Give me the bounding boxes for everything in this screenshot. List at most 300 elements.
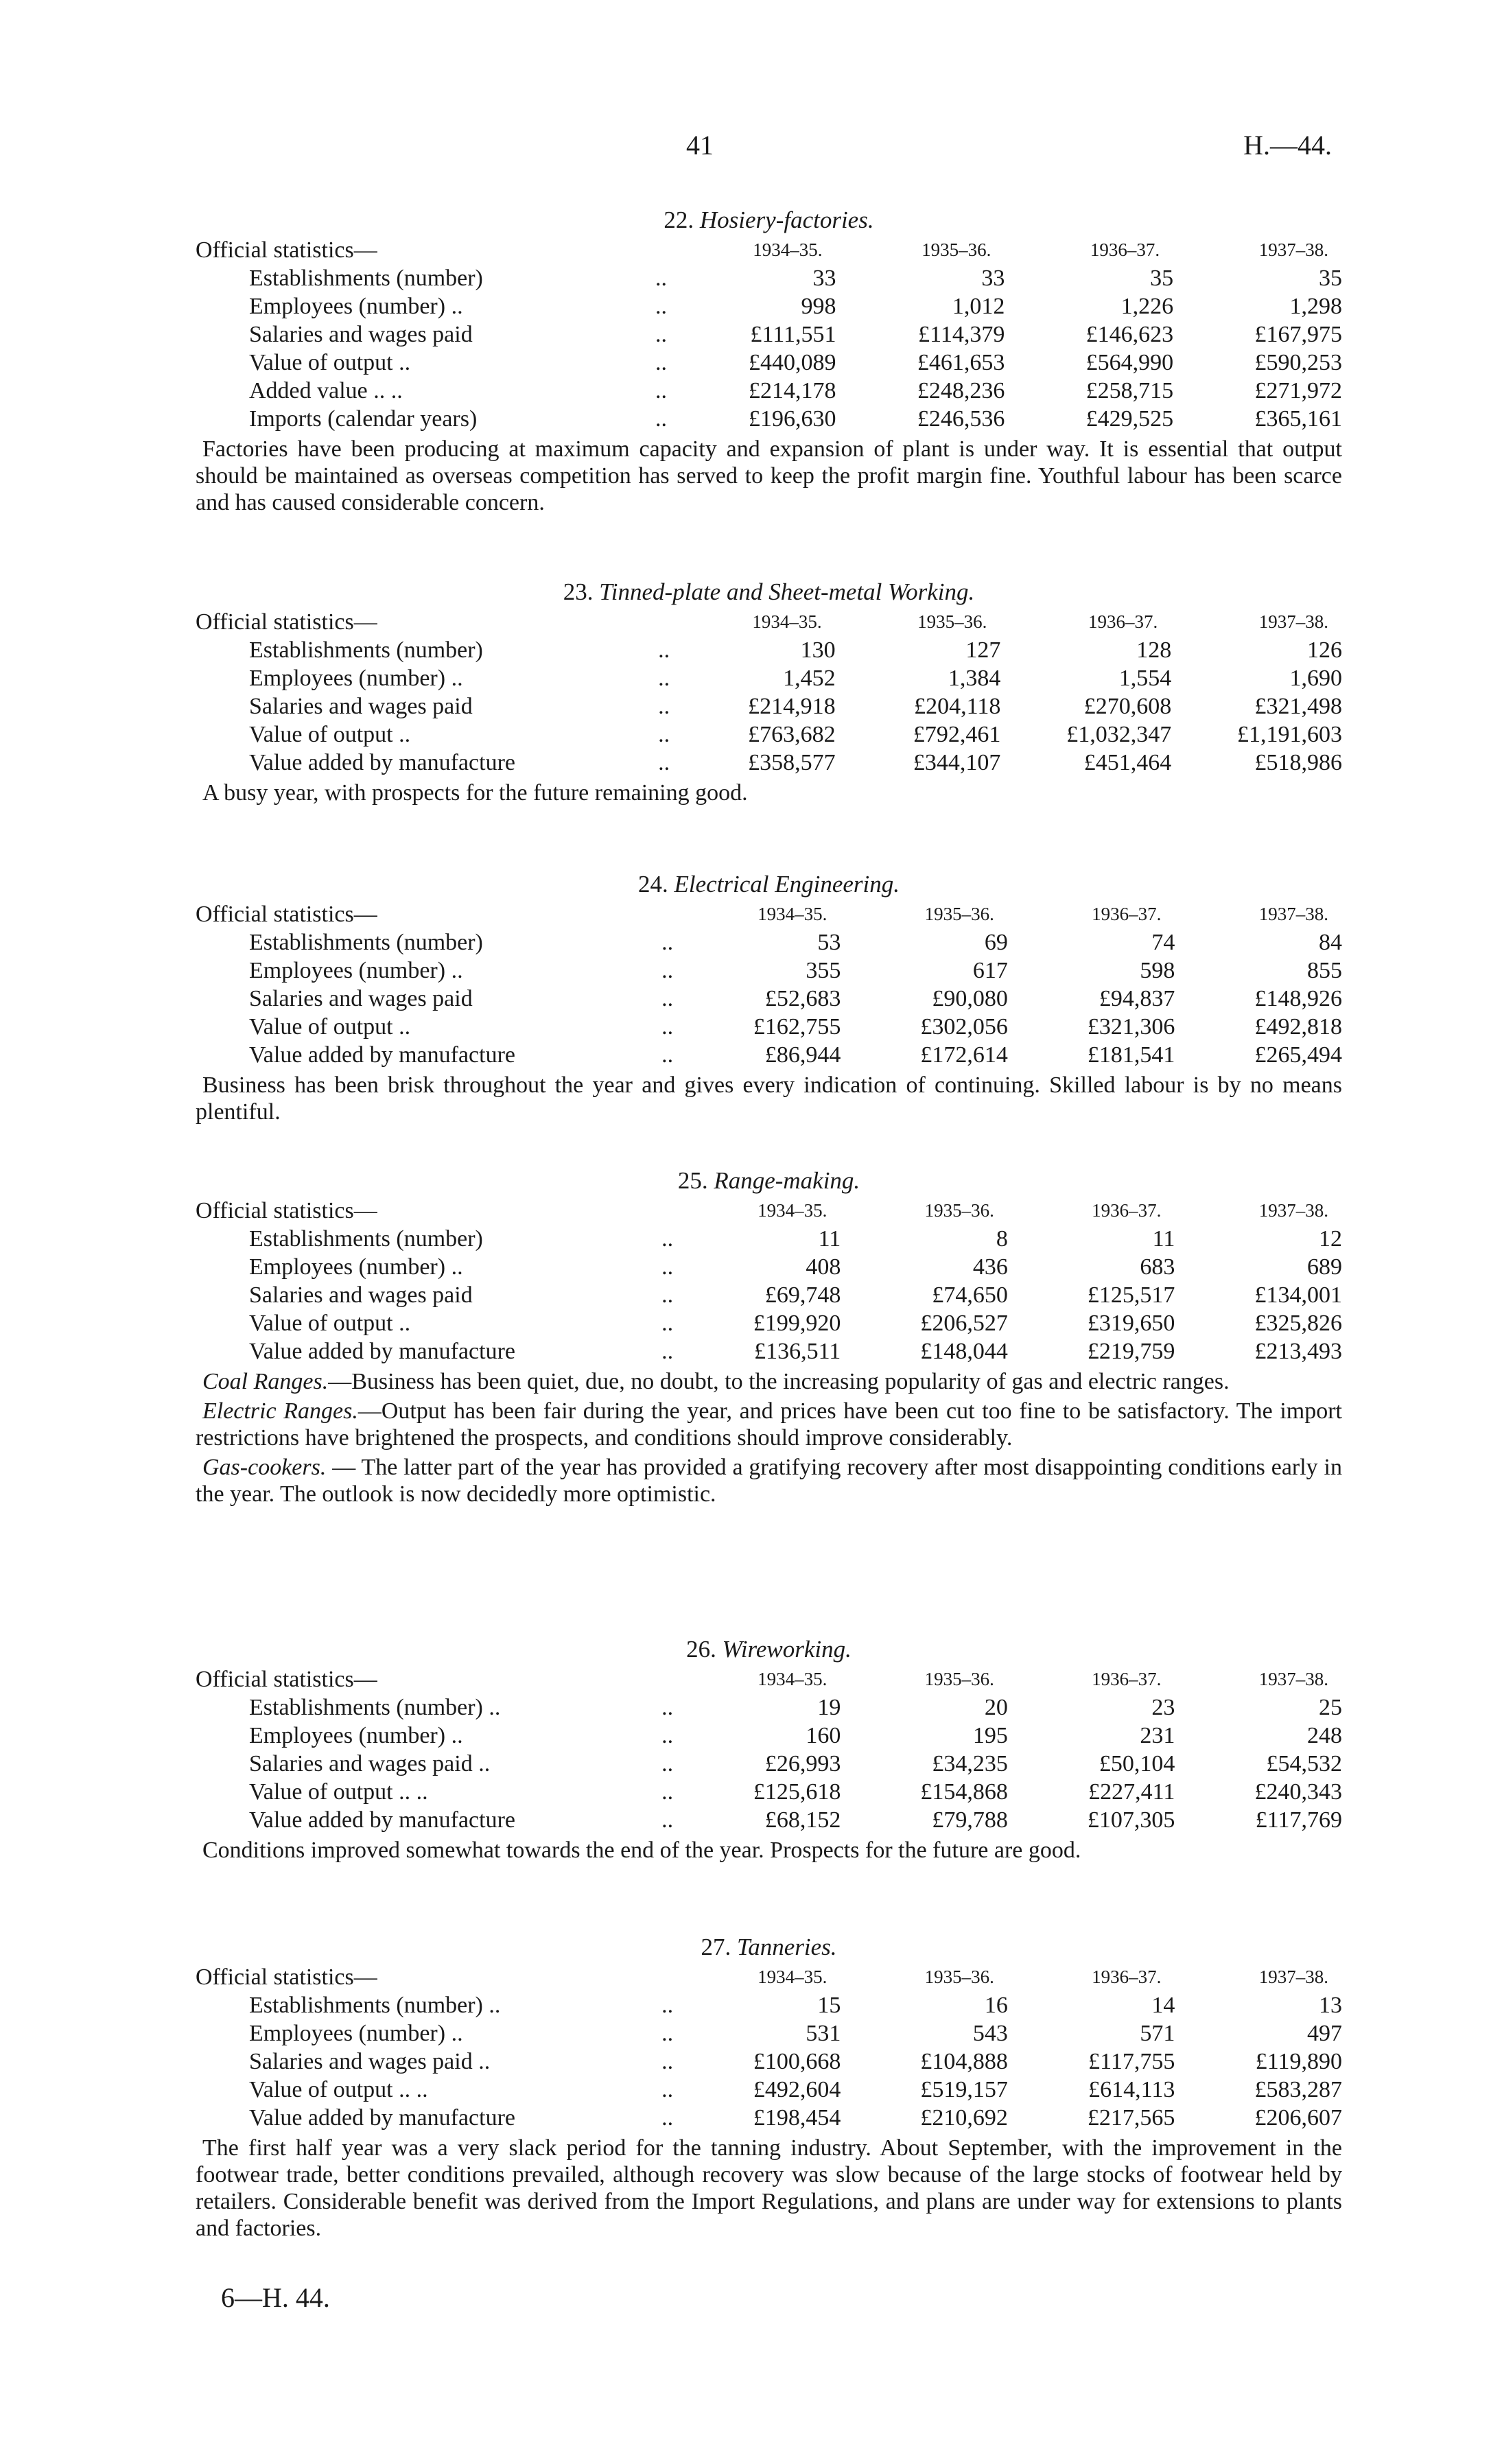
sheet-signature: 6—H. 44.	[221, 2282, 330, 2313]
section-number: 22.	[664, 207, 694, 233]
section-title	[196, 1933, 1342, 1962]
table-cell: 19	[817, 1695, 841, 1720]
row-label: Establishments (number)	[249, 266, 483, 291]
table-cell: 23	[1151, 1695, 1175, 1720]
row-label: Establishments (number)	[249, 637, 483, 663]
table-cell: 8	[996, 1226, 1008, 1252]
table-cell: £590,253	[1254, 350, 1342, 375]
table-cell: £117,755	[1088, 2049, 1175, 2074]
table-cell: 11	[818, 1226, 841, 1252]
row-leader: ..	[661, 1339, 674, 1364]
row-label: Imports (calendar years)	[249, 406, 478, 432]
table-cell: £104,888	[920, 2049, 1008, 2074]
section-title	[196, 870, 1342, 899]
table-cell: 16	[984, 1993, 1008, 2018]
table-cell: £344,107	[913, 750, 1001, 775]
table-cell: £270,608	[1083, 694, 1172, 719]
table-cell: £227,411	[1088, 1779, 1175, 1805]
header-spacer	[658, 608, 690, 636]
table-cell: £451,464	[1083, 750, 1172, 775]
table-cell: 35	[1319, 266, 1342, 291]
table-row	[196, 1281, 1342, 1309]
table-cell: £240,343	[1254, 1779, 1342, 1805]
table-cell: £125,618	[753, 1779, 841, 1805]
table-cell: 1,384	[948, 666, 1001, 691]
year-header: 1937–38.	[1258, 904, 1328, 924]
statistics-intro: Official statistics—	[196, 902, 377, 927]
section-number: 23.	[563, 578, 594, 605]
paragraph-text: The first half year was a very slack period for the tanning industry. About September, with the improvement in the footwear trade, better conditions prevailed, although recovery was slow because of the large stocks of footwear held by retailers. Considerable benefit was derived from the Import Regulations, and plans are under way for extensions to plants and factories.	[196, 2135, 1342, 2241]
table-cell: 1,554	[1118, 666, 1172, 691]
year-header: 1937–38.	[1258, 611, 1328, 632]
table-cell: 1,452	[783, 666, 836, 691]
table-cell: £210,692	[920, 2105, 1008, 2131]
table-cell: 998	[801, 294, 836, 319]
year-header: 1936–37.	[1088, 611, 1158, 632]
table-cell: £148,926	[1254, 986, 1342, 1011]
year-header: 1936–37.	[1092, 1669, 1162, 1689]
row-leader: ..	[661, 2049, 674, 2074]
table-cell: £365,161	[1254, 406, 1342, 432]
table-cell: £90,080	[932, 986, 1008, 1011]
table-cell: £154,868	[920, 1779, 1008, 1805]
section-number: 25.	[677, 1167, 708, 1194]
header-spacer	[655, 236, 688, 264]
table-cell: £196,630	[749, 406, 836, 432]
section-25	[196, 1166, 1342, 1507]
table-row	[196, 985, 1342, 1013]
row-leader: ..	[661, 1311, 674, 1336]
table-cell: £74,650	[932, 1282, 1008, 1308]
table-cell: £54,532	[1266, 1751, 1342, 1776]
table-cell: £162,755	[753, 1014, 841, 1040]
row-label: Value of output ..	[249, 1311, 411, 1336]
row-leader: ..	[661, 1254, 674, 1280]
row-label: Salaries and wages paid	[249, 322, 473, 347]
commentary-paragraph	[196, 1368, 1342, 1395]
paragraph-subheading: Electric Ranges.	[202, 1398, 358, 1424]
table-cell: 231	[1140, 1723, 1175, 1748]
row-label: Salaries and wages paid	[249, 694, 473, 719]
table-cell: £246,536	[917, 406, 1005, 432]
row-leader: ..	[661, 1807, 674, 1833]
row-label: Value of output .. ..	[249, 2077, 428, 2102]
table-cell: £583,287	[1254, 2077, 1342, 2102]
table-cell: 497	[1307, 2021, 1342, 2046]
statistics-intro: Official statistics—	[196, 1198, 377, 1223]
table-cell: £321,498	[1254, 694, 1342, 719]
table-cell: 408	[806, 1254, 841, 1280]
table-cell: £319,650	[1087, 1311, 1175, 1336]
row-label: Employees (number) ..	[249, 1254, 463, 1280]
table-cell: 355	[806, 958, 841, 983]
section-22	[196, 206, 1342, 516]
table-cell: 15	[817, 1993, 841, 2018]
table-cell: £206,527	[920, 1311, 1008, 1336]
table-row	[196, 2076, 1342, 2104]
row-leader: ..	[661, 2077, 674, 2102]
table-cell: £204,118	[914, 694, 1001, 719]
table-cell: 531	[806, 2021, 841, 2046]
table-cell: 53	[817, 930, 841, 955]
table-cell: 617	[972, 958, 1008, 983]
table-cell: £217,565	[1087, 2105, 1175, 2131]
table-cell: £219,759	[1087, 1339, 1175, 1364]
table-cell: 11	[1152, 1226, 1175, 1252]
section-title	[196, 1166, 1342, 1195]
year-header: 1935–36.	[924, 1669, 994, 1689]
table-header-row	[196, 1665, 1342, 1693]
commentary-paragraph	[196, 779, 1342, 806]
row-label: Establishments (number)	[249, 1226, 483, 1252]
header-spacer	[661, 900, 694, 928]
paragraph-subheading: Gas-cookers.	[202, 1455, 327, 1480]
table-cell: £265,494	[1254, 1042, 1342, 1068]
row-leader: ..	[661, 1723, 674, 1748]
section-title-text: Wireworking.	[722, 1636, 852, 1663]
paragraph-text: Conditions improved somewhat towards the end of the year. Prospects for the future are good.	[202, 1838, 1081, 1863]
statistics-intro: Official statistics—	[196, 1667, 377, 1692]
row-label: Salaries and wages paid	[249, 1282, 473, 1308]
table-cell: 128	[1136, 637, 1172, 663]
row-label: Employees (number) ..	[249, 2021, 463, 2046]
year-header: 1937–38.	[1258, 239, 1328, 260]
table-row	[196, 636, 1342, 664]
row-label: Value of output .. ..	[249, 1779, 428, 1805]
table-row	[196, 1337, 1342, 1365]
table-cell: £172,614	[920, 1042, 1008, 1068]
section-23	[196, 578, 1342, 806]
statistics-table	[196, 900, 1342, 1069]
table-cell: £26,993	[764, 1751, 841, 1776]
table-row	[196, 1013, 1342, 1041]
section-number: 26.	[686, 1636, 716, 1663]
table-cell: 84	[1319, 930, 1342, 955]
paragraph-text: —Output has been fair during the year, and prices have been cut too fine to be satisfactory. The import restrictions have brightened the prospects, and conditions should improve considerably.	[196, 1398, 1342, 1451]
table-cell: £519,157	[920, 2077, 1008, 2102]
table-cell: 598	[1140, 958, 1175, 983]
section-title	[196, 206, 1342, 235]
table-row	[196, 2019, 1342, 2048]
table-row	[196, 1225, 1342, 1253]
table-cell: £248,236	[917, 378, 1005, 403]
table-cell: £321,306	[1087, 1014, 1175, 1040]
row-leader: ..	[661, 1695, 674, 1720]
row-label: Establishments (number) ..	[249, 1993, 501, 2018]
table-row	[196, 1778, 1342, 1806]
section-27	[196, 1933, 1342, 2242]
statistics-table	[196, 1665, 1342, 1834]
table-row	[196, 957, 1342, 985]
table-row	[196, 720, 1342, 749]
paragraph-text: Business has been brisk throughout the year and gives every indication of continuing. Skilled labour is by no means plentiful.	[196, 1072, 1342, 1125]
row-leader: ..	[661, 1042, 674, 1068]
table-cell: 1,690	[1289, 666, 1342, 691]
row-label: Establishments (number) ..	[249, 1695, 501, 1720]
statistics-table	[196, 1963, 1342, 2132]
table-row	[196, 749, 1342, 777]
table-header-row	[196, 236, 1342, 264]
table-cell: 14	[1151, 1993, 1175, 2018]
paragraph-text: Factories have been producing at maximum capacity and expansion of plant is under way. It is essential that output should be maintained as overseas competition has served to keep the profit margin fine. Youthful labour has been scarce and has caused considerable concern.	[196, 436, 1342, 515]
table-cell: £214,918	[748, 694, 836, 719]
table-cell: £325,826	[1254, 1311, 1342, 1336]
table-row	[196, 377, 1342, 405]
table-row	[196, 264, 1342, 292]
page-number: 41	[686, 130, 714, 161]
header-spacer	[661, 1665, 694, 1693]
row-label: Value added by manufacture	[249, 1807, 515, 1833]
row-leader: ..	[661, 1993, 674, 2018]
statistics-intro: Official statistics—	[196, 1964, 377, 1990]
table-cell: £100,668	[753, 2049, 841, 2074]
row-label: Value added by manufacture	[249, 1339, 515, 1364]
year-header: 1936–37.	[1092, 1967, 1162, 1987]
row-leader: ..	[655, 406, 667, 432]
year-header: 1937–38.	[1258, 1669, 1328, 1689]
row-leader: ..	[661, 958, 674, 983]
table-cell: 571	[1140, 2021, 1175, 2046]
year-header: 1937–38.	[1258, 1200, 1328, 1221]
table-cell: £119,890	[1255, 2049, 1342, 2074]
table-header-row	[196, 608, 1342, 636]
table-cell: £199,920	[753, 1311, 841, 1336]
year-header: 1935–36.	[917, 611, 987, 632]
table-cell: 1,226	[1120, 294, 1174, 319]
row-leader: ..	[658, 722, 670, 747]
table-cell: £50,104	[1099, 1751, 1175, 1776]
table-row	[196, 1253, 1342, 1281]
table-cell: £136,511	[754, 1339, 841, 1364]
table-cell: 436	[972, 1254, 1008, 1280]
section-title-text: Hosiery-factories.	[699, 207, 874, 233]
row-label: Employees (number) ..	[249, 1723, 463, 1748]
table-cell: £181,541	[1087, 1042, 1175, 1068]
year-header: 1934–35.	[758, 1967, 827, 1987]
row-leader: ..	[658, 694, 670, 719]
table-cell: 127	[965, 637, 1001, 663]
table-cell: £1,191,603	[1237, 722, 1342, 747]
table-row	[196, 692, 1342, 720]
row-label: Added value .. ..	[249, 378, 403, 403]
table-row	[196, 1693, 1342, 1722]
table-cell: 689	[1307, 1254, 1342, 1280]
statistics-intro: Official statistics—	[196, 237, 377, 263]
table-cell: 13	[1319, 1993, 1342, 2018]
table-cell: 543	[972, 2021, 1008, 2046]
table-header-row	[196, 1197, 1342, 1225]
table-cell: 20	[984, 1695, 1008, 1720]
table-cell: £461,653	[917, 350, 1005, 375]
table-cell: £148,044	[920, 1339, 1008, 1364]
table-cell: £167,975	[1254, 322, 1342, 347]
row-leader: ..	[658, 666, 670, 691]
table-cell: 126	[1307, 637, 1342, 663]
section-number: 27.	[701, 1934, 731, 1960]
section-title-text: Tanneries.	[736, 1934, 837, 1960]
table-cell: 130	[800, 637, 836, 663]
table-cell: £125,517	[1087, 1282, 1175, 1308]
row-leader: ..	[661, 2105, 674, 2131]
section-title-text: Electrical Engineering.	[674, 871, 900, 897]
section-24	[196, 870, 1342, 1125]
table-cell: £440,089	[749, 350, 836, 375]
row-label: Employees (number) ..	[249, 666, 463, 691]
table-cell: 33	[812, 266, 836, 291]
table-cell: 35	[1150, 266, 1174, 291]
row-leader: ..	[655, 294, 667, 319]
table-row	[196, 405, 1342, 433]
table-cell: 1,298	[1289, 294, 1342, 319]
row-label: Value added by manufacture	[249, 750, 515, 775]
row-label: Value of output ..	[249, 722, 411, 747]
year-header: 1934–35.	[753, 239, 823, 260]
row-label: Establishments (number)	[249, 930, 483, 955]
table-cell: £1,032,347	[1066, 722, 1172, 747]
year-header: 1935–36.	[921, 239, 991, 260]
year-header: 1934–35.	[758, 1669, 827, 1689]
table-row	[196, 1806, 1342, 1834]
table-cell: £564,990	[1085, 350, 1174, 375]
table-header-row	[196, 1963, 1342, 1991]
table-row	[196, 1991, 1342, 2019]
table-cell: £52,683	[764, 986, 841, 1011]
table-row	[196, 292, 1342, 320]
paragraph-text: A busy year, with prospects for the future remaining good.	[202, 780, 748, 806]
table-cell: £518,986	[1254, 750, 1342, 775]
year-header: 1934–35.	[758, 904, 827, 924]
table-cell: 74	[1151, 930, 1175, 955]
table-cell: £86,944	[764, 1042, 841, 1068]
row-leader: ..	[661, 1751, 674, 1776]
table-cell: £213,493	[1254, 1339, 1342, 1364]
paragraph-subheading: Coal Ranges.	[202, 1369, 329, 1394]
table-row	[196, 1722, 1342, 1750]
row-leader: ..	[661, 1226, 674, 1252]
row-leader: ..	[655, 350, 667, 375]
table-cell: 33	[981, 266, 1005, 291]
row-leader: ..	[661, 986, 674, 1011]
table-cell: £117,769	[1255, 1807, 1342, 1833]
table-row	[196, 2048, 1342, 2076]
row-leader: ..	[658, 750, 670, 775]
table-cell: £34,235	[932, 1751, 1008, 1776]
table-row	[196, 2104, 1342, 2132]
table-cell: £214,178	[749, 378, 836, 403]
table-cell: £69,748	[764, 1282, 841, 1308]
row-label: Value of output ..	[249, 350, 411, 375]
year-header: 1936–37.	[1092, 904, 1162, 924]
row-label: Salaries and wages paid ..	[249, 2049, 491, 2074]
year-header: 1934–35.	[752, 611, 822, 632]
table-cell: 160	[806, 1723, 841, 1748]
document-reference: H.—44.	[1243, 130, 1332, 161]
table-cell: £429,525	[1085, 406, 1174, 432]
table-cell: £107,305	[1087, 1807, 1175, 1833]
section-title-text: Range-making.	[714, 1167, 860, 1194]
header-spacer	[661, 1197, 694, 1225]
table-row	[196, 1750, 1342, 1778]
table-row	[196, 1041, 1342, 1069]
table-row	[196, 320, 1342, 349]
table-cell: 683	[1140, 1254, 1175, 1280]
statistics-table	[196, 1197, 1342, 1365]
year-header: 1937–38.	[1258, 1967, 1328, 1987]
row-leader: ..	[661, 1282, 674, 1308]
row-label: Value added by manufacture	[249, 2105, 515, 2131]
row-label: Value of output ..	[249, 1014, 411, 1040]
table-cell: £271,972	[1254, 378, 1342, 403]
section-title-text: Tinned-plate and Sheet-metal Working.	[599, 578, 975, 605]
commentary-paragraph	[196, 1072, 1342, 1125]
table-cell: £146,623	[1085, 322, 1174, 347]
table-cell: £68,152	[764, 1807, 841, 1833]
statistics-table	[196, 608, 1342, 777]
row-leader: ..	[655, 378, 667, 403]
commentary-paragraph	[196, 1837, 1342, 1864]
table-cell: £792,461	[913, 722, 1001, 747]
commentary-paragraph	[196, 1398, 1342, 1451]
table-cell: 69	[984, 930, 1008, 955]
row-leader: ..	[661, 1779, 674, 1805]
table-row	[196, 928, 1342, 957]
table-cell: 25	[1319, 1695, 1342, 1720]
year-header: 1934–35.	[758, 1200, 827, 1221]
row-leader: ..	[661, 1014, 674, 1040]
section-title	[196, 1635, 1342, 1664]
year-header: 1935–36.	[924, 904, 994, 924]
statistics-intro: Official statistics—	[196, 609, 377, 635]
table-cell: £492,604	[753, 2077, 841, 2102]
row-label: Employees (number) ..	[249, 294, 463, 319]
statistics-table	[196, 236, 1342, 433]
year-header: 1935–36.	[924, 1200, 994, 1221]
section-number: 24.	[637, 871, 668, 897]
table-cell: 12	[1319, 1226, 1342, 1252]
commentary-paragraph	[196, 2135, 1342, 2242]
commentary-paragraph	[196, 1454, 1342, 1507]
paragraph-text: — The latter part of the year has provided a gratifying recovery after most disappointing conditions early in the year. The outlook is now decidedly more optimistic.	[196, 1455, 1342, 1507]
table-row	[196, 1309, 1342, 1337]
year-header: 1936–37.	[1092, 1200, 1162, 1221]
row-leader: ..	[661, 2021, 674, 2046]
row-leader: ..	[655, 322, 667, 347]
table-cell: £94,837	[1099, 986, 1175, 1011]
table-cell: £206,607	[1254, 2105, 1342, 2131]
table-cell: 1,012	[952, 294, 1005, 319]
paragraph-text: —Business has been quiet, due, no doubt, to the increasing popularity of gas and electric ranges.	[328, 1369, 1230, 1394]
table-cell: 195	[972, 1723, 1008, 1748]
row-label: Salaries and wages paid ..	[249, 1751, 491, 1776]
table-cell: £79,788	[932, 1807, 1008, 1833]
year-header: 1935–36.	[924, 1967, 994, 1987]
row-label: Value added by manufacture	[249, 1042, 515, 1068]
table-cell: £614,113	[1088, 2077, 1175, 2102]
section-26	[196, 1635, 1342, 1864]
header-spacer	[661, 1963, 694, 1991]
table-cell: £302,056	[920, 1014, 1008, 1040]
row-leader: ..	[658, 637, 670, 663]
table-cell: £358,577	[748, 750, 836, 775]
section-title	[196, 578, 1342, 607]
table-cell: 248	[1307, 1723, 1342, 1748]
table-header-row	[196, 900, 1342, 928]
row-label: Salaries and wages paid	[249, 986, 473, 1011]
table-cell: £258,715	[1085, 378, 1174, 403]
table-cell: £198,454	[753, 2105, 841, 2131]
table-cell: 855	[1307, 958, 1342, 983]
table-cell: £492,818	[1254, 1014, 1342, 1040]
